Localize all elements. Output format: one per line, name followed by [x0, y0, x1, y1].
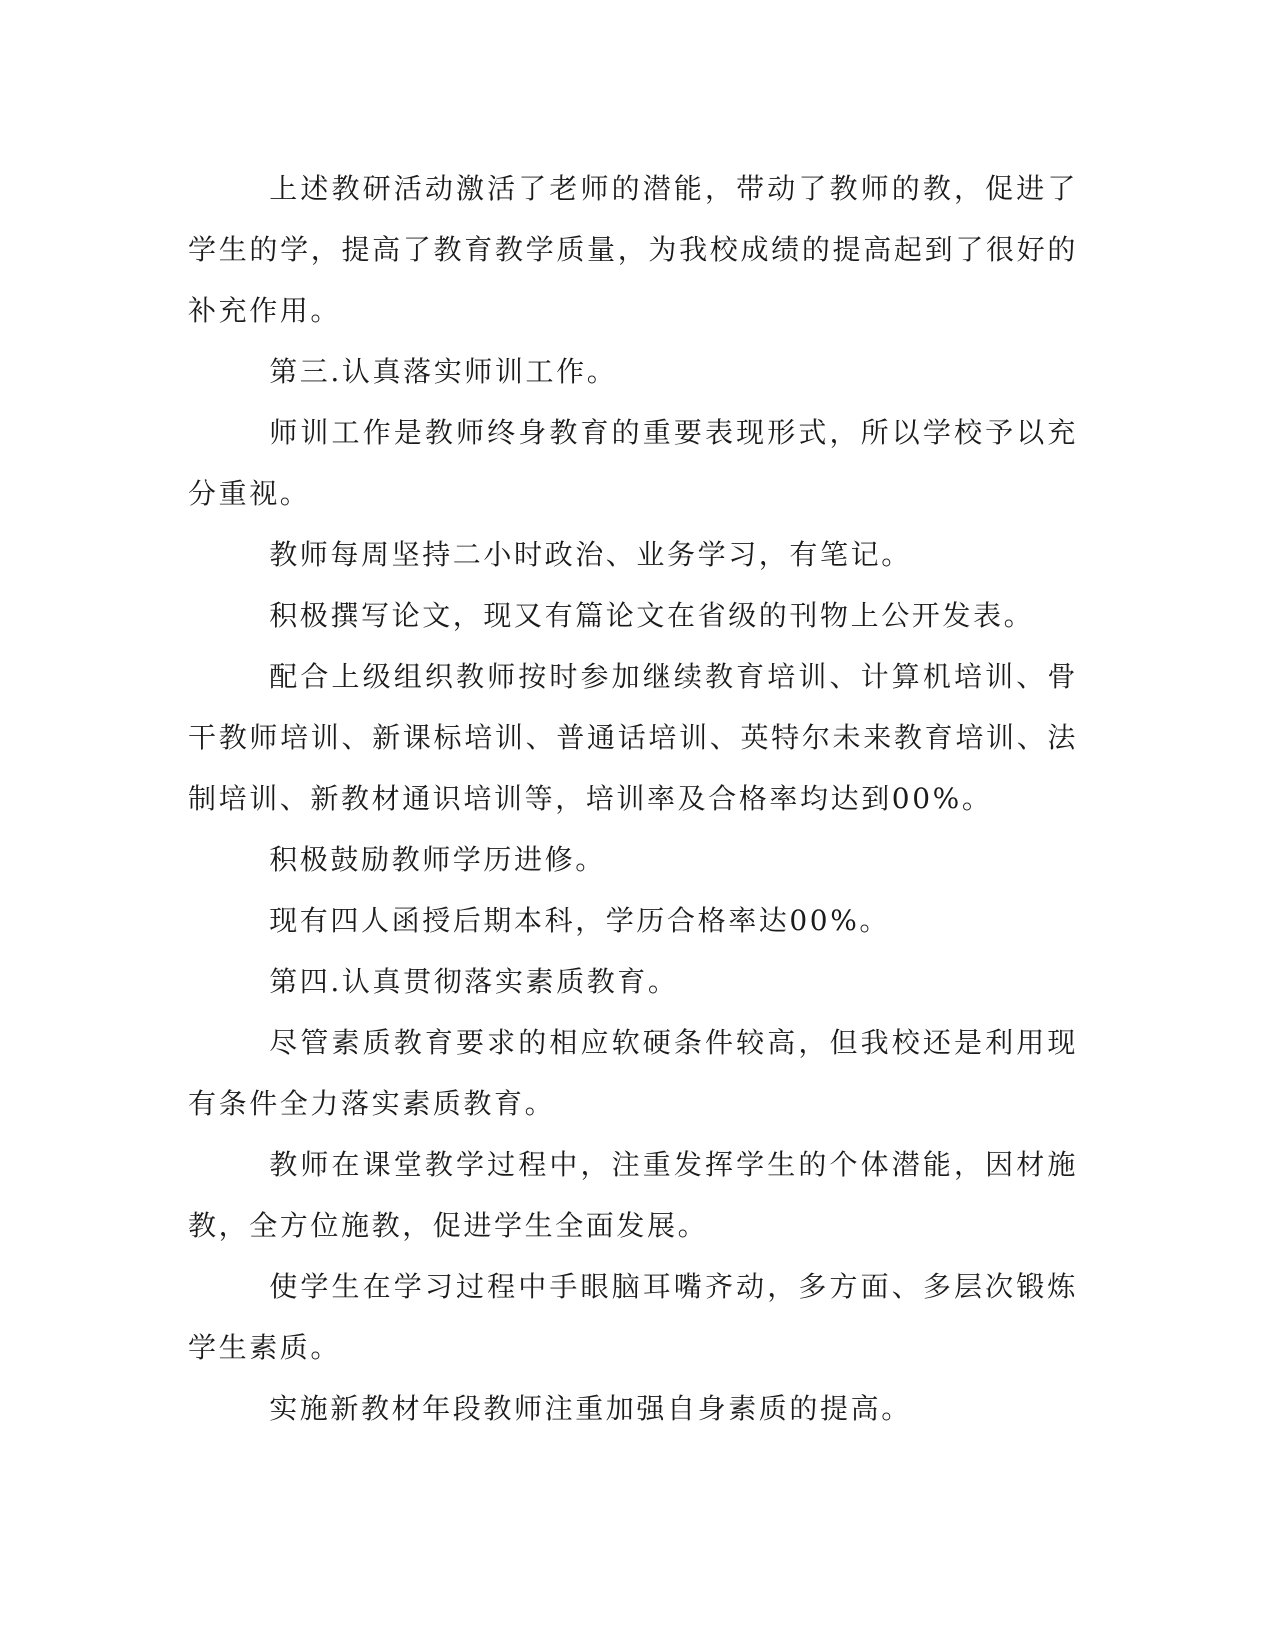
- paragraph-5: 配合上级组织教师按时参加继续教育培训、计算机培训、骨干教师培训、新课标培训、普通话培训、英特尔未来教育培训、法制培训、新教材通识培训等，培训率及合格率均达到00%。: [188, 660, 1078, 815]
- paragraph-11: 实施新教材年段教师注重加强自身素质的提高。: [269, 1392, 912, 1425]
- paragraph-9: 教师在课堂教学过程中，注重发挥学生的个体潜能，因材施教，全方位施教，促进学生全面发展。: [188, 1148, 1078, 1242]
- paragraph-6: 积极鼓励教师学历进修。: [269, 843, 606, 876]
- document-body: [188, 158, 1078, 1439]
- paragraph-10: 使学生在学习过程中手眼脑耳嘴齐动，多方面、多层次锻炼学生素质。: [188, 1270, 1078, 1364]
- paragraph-2: 师训工作是教师终身教育的重要表现形式，所以学校予以充分重视。: [188, 416, 1078, 510]
- paragraph-4: 积极撰写论文，现又有篇论文在省级的刊物上公开发表。: [269, 599, 1035, 632]
- paragraph-1: 上述教研活动激活了老师的潜能，带动了教师的教，促进了学生的学，提高了教育教学质量，为我校成绩的提高起到了很好的补充作用。: [188, 172, 1078, 327]
- section-heading-3: 第三.认真落实师训工作。: [269, 355, 618, 388]
- paragraph-7: 现有四人函授后期本科，学历合格率达00%。: [269, 904, 891, 937]
- paragraph-8: 尽管素质教育要求的相应软硬条件较高，但我校还是利用现有条件全力落实素质教育。: [188, 1026, 1078, 1120]
- section-heading-4: 第四.认真贯彻落实素质教育。: [269, 965, 679, 998]
- paragraph-3: 教师每周坚持二小时政治、业务学习，有笔记。: [269, 538, 912, 571]
